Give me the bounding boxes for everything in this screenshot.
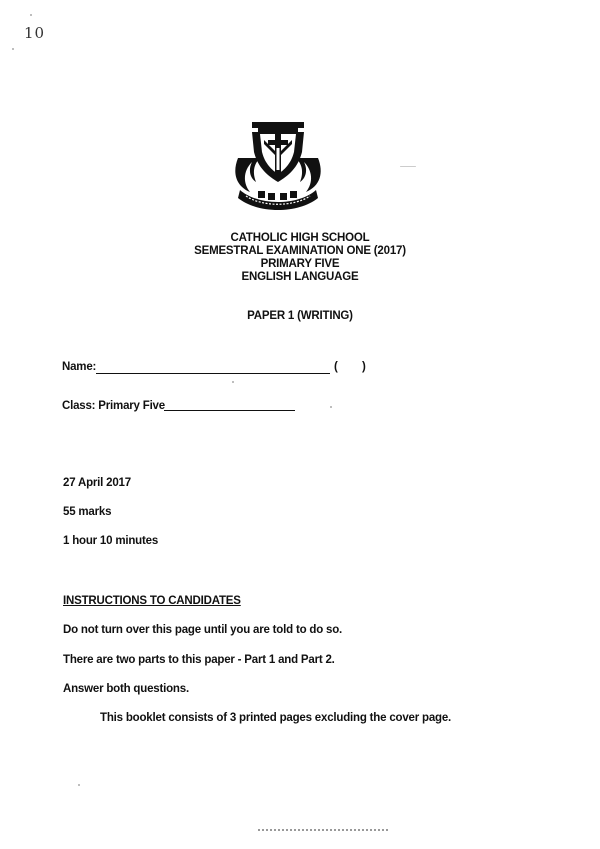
scan-speck bbox=[12, 48, 14, 50]
subject-title: ENGLISH LANGUAGE bbox=[241, 271, 359, 283]
handwritten-page-number: 10 bbox=[24, 24, 46, 42]
exam-duration: 1 hour 10 minutes bbox=[63, 535, 159, 547]
exam-title: SEMESTRAL EXAMINATION ONE (2017) bbox=[194, 245, 406, 257]
index-paren-open: ( bbox=[334, 361, 338, 373]
booklet-note: This booklet consists of 3 printed pages excluding the cover page. bbox=[100, 712, 452, 724]
scan-speck bbox=[330, 406, 332, 408]
scan-speck bbox=[232, 381, 234, 383]
scan-speck bbox=[78, 784, 80, 786]
footer-scan-noise bbox=[258, 826, 388, 831]
paper-title: PAPER 1 (WRITING) bbox=[247, 310, 353, 322]
scan-speck bbox=[30, 14, 32, 16]
instructions-title: INSTRUCTIONS TO CANDIDATES bbox=[63, 595, 241, 607]
exam-date: 27 April 2017 bbox=[63, 477, 131, 489]
instruction-item: Answer both questions. bbox=[63, 683, 189, 695]
name-label: Name: bbox=[62, 361, 97, 373]
school-name: CATHOLIC HIGH SCHOOL bbox=[230, 232, 370, 244]
school-crest-icon bbox=[228, 118, 328, 214]
level-title: PRIMARY FIVE bbox=[260, 258, 340, 270]
instruction-item: Do not turn over this page until you are told to do so. bbox=[63, 624, 343, 636]
scan-speck bbox=[400, 166, 416, 167]
class-label: Class: Primary Five bbox=[62, 400, 165, 412]
index-paren-close: ) bbox=[362, 361, 366, 373]
name-field[interactable] bbox=[96, 373, 330, 374]
instruction-item: There are two parts to this paper - Part 1 and Part 2. bbox=[63, 654, 335, 666]
total-marks: 55 marks bbox=[63, 506, 112, 518]
class-field[interactable] bbox=[164, 410, 295, 411]
